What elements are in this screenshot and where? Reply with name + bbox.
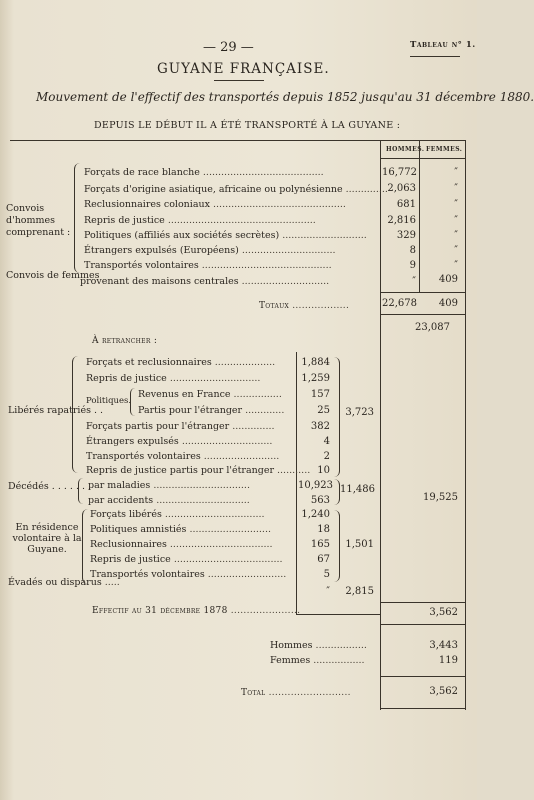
brace-politiques [130,388,135,416]
val-decedes-subtotal: 11,486 [340,484,375,495]
label-liberes: Libérés rapatriés . . [8,405,104,416]
val-residence-subtotal: 1,501 [345,539,374,550]
val-res-0: 1,240 [301,509,330,520]
row-lib-repris-etranger: Repris de justice partis pour l'étranger ........... [86,465,311,476]
brace-decedes [78,478,83,504]
col-header-hommes: HOMMES. [386,146,425,153]
val-res-2: 165 [310,539,330,550]
label-effectif: Effectif au 31 décembre 1878 ...................... [92,606,301,616]
val-lib-1: 1,259 [301,373,330,384]
row-lib-repris: Repris de justice .............................. [86,373,261,384]
brace-residence [82,509,89,584]
val-lib-2: 157 [310,389,330,400]
row-lib-forcats-reclus: Forçats et reclusionnaires .................... [86,357,276,368]
page-subtitle: Mouvement de l'effectif des transportés depuis 1852 jusqu'au 31 décembre 1880. [36,90,534,104]
row-res-forcats: Forçats libérés ................................. [90,509,265,520]
col-header-femmes: FEMMES. [426,146,463,153]
label-total: Total .......................... [241,688,351,698]
val-h-5: 8 [409,245,416,256]
val-hommes: 3,443 [429,640,458,651]
val-f-6: ″ [454,260,458,271]
val-lib-5: 4 [323,436,330,447]
val-liberes-subtotal: 3,723 [345,407,374,418]
tableau-label: Tableau n° 1. [410,40,476,50]
val-evades-subtotal: 2,815 [345,586,374,597]
tableau-rule [410,56,460,57]
val-f-5: ″ [454,245,458,256]
val-h-femmes: ″ [412,276,416,287]
effectif-rule [380,624,465,625]
val-f-femmes: 409 [438,274,458,285]
val-lib-3: 25 [317,405,330,416]
page-number: — 29 — [203,40,254,55]
label-evades: Évadés ou disparus ..... [8,577,120,588]
label-hommes: Hommes ................. [270,640,367,651]
grand-total-rule [380,314,465,315]
row-transportes-volontaires: Transportés volontaires ........................................... [84,260,332,271]
header-rule [380,158,465,159]
col-rule-right [465,140,466,710]
row-maisons-centrales: provenant des maisons centrales ............................. [80,276,330,287]
val-f-0: ″ [454,167,458,178]
row-politiques: Politiques (affiliés aux sociétés secrètes) ............................ [84,230,367,241]
row-dec-maladies: par maladies ................................ [88,480,250,491]
val-retrancher-total: 19,525 [423,492,458,503]
val-lib-4: 382 [310,421,330,432]
label-femmes: Femmes ................. [270,655,365,666]
title-rule [214,80,264,81]
table-top-rule [10,140,465,141]
val-grand-total: 23,087 [415,322,450,333]
val-lib-0: 1,884 [301,357,330,368]
val-f-2: ″ [454,199,458,210]
row-lib-forcats-etranger: Forçats partis pour l'étranger .............. [86,421,275,432]
row-res-politiques: Politiques amnistiés ........................... [90,524,271,535]
val-h-4: 329 [396,230,416,241]
page-title: GUYANE FRANÇAISE. [157,61,330,77]
row-lib-partis: Partis pour l'étranger ............. [138,405,285,416]
row-lib-revenus: Revenus en France ................ [138,389,282,400]
row-lib-etrangers: Étrangers expulsés .............................. [86,436,273,447]
label-a-retrancher: À retrancher : [92,336,158,346]
label-convois-hommes: Convois d'hommes comprenant : [6,203,71,238]
label-residence: En résidence volontaire à la Guyane. [12,522,82,555]
row-res-repris: Repris de justice .................................... [90,554,283,565]
val-totaux-femmes: 409 [438,298,458,309]
repartition-rule [380,676,465,677]
val-h-3: 2,816 [387,215,416,226]
row-etrangers-expulses: Étrangers expulsés (Européens) ............................... [84,245,336,256]
val-res-3: 67 [317,554,330,565]
inner-rule-bottom [296,614,380,615]
total-rule [380,708,465,709]
label-totaux: Totaux .................. [259,301,350,311]
val-dec-1: 563 [310,495,330,506]
row-forcats-asiatique: Forçats d'origine asiatique, africaine ou polynésienne .............. [84,184,388,195]
val-lib-6: 2 [323,451,330,462]
val-h-2: 681 [396,199,416,210]
val-f-1: ″ [454,183,458,194]
row-lib-volontaires: Transportés volontaires ......................... [86,451,280,462]
val-total: 3,562 [429,686,458,697]
val-h-0: 16,772 [382,167,417,178]
row-repris-justice: Repris de justice ................................................. [84,215,316,226]
section-heading: DEPUIS LE DÉBUT IL A ÉTÉ TRANSPORTÉ À LA GUYANE : [94,120,401,131]
val-f-4: ″ [454,230,458,241]
val-femmes: 119 [438,655,458,666]
val-h-1: 2,063 [387,183,416,194]
val-f-3: ″ [454,215,458,226]
label-politiques: Politiques. [86,396,132,406]
row-reclusionnaires-coloniaux: Reclusionnaires coloniaux ............................................ [84,199,346,210]
label-convois-femmes: Convois de femmes [6,270,100,281]
totaux-rule [380,292,465,293]
val-dec-0: 10,923 [298,480,333,491]
row-forcats-blanche: Forçats de race blanche ........................................ [84,167,324,178]
val-effectif: 3,562 [429,607,458,618]
val-totaux-hommes: 22,678 [382,298,417,309]
col-rule-femmes [419,140,420,292]
val-res-1: 18 [317,524,330,535]
label-decedes: Décédés . . . . . . . [8,481,92,492]
row-res-volontaires: Transportés volontaires .......................... [90,569,287,580]
val-h-6: 9 [409,260,416,271]
val-lib-7: 10 [317,465,330,476]
inner-rule-left [296,352,297,614]
retrancher-rule [380,602,465,603]
val-evades: ″ [326,586,330,597]
row-res-reclus: Reclusionnaires .................................. [90,539,273,550]
val-res-4: 5 [323,569,330,580]
row-dec-accidents: par accidents ............................... [88,495,250,506]
